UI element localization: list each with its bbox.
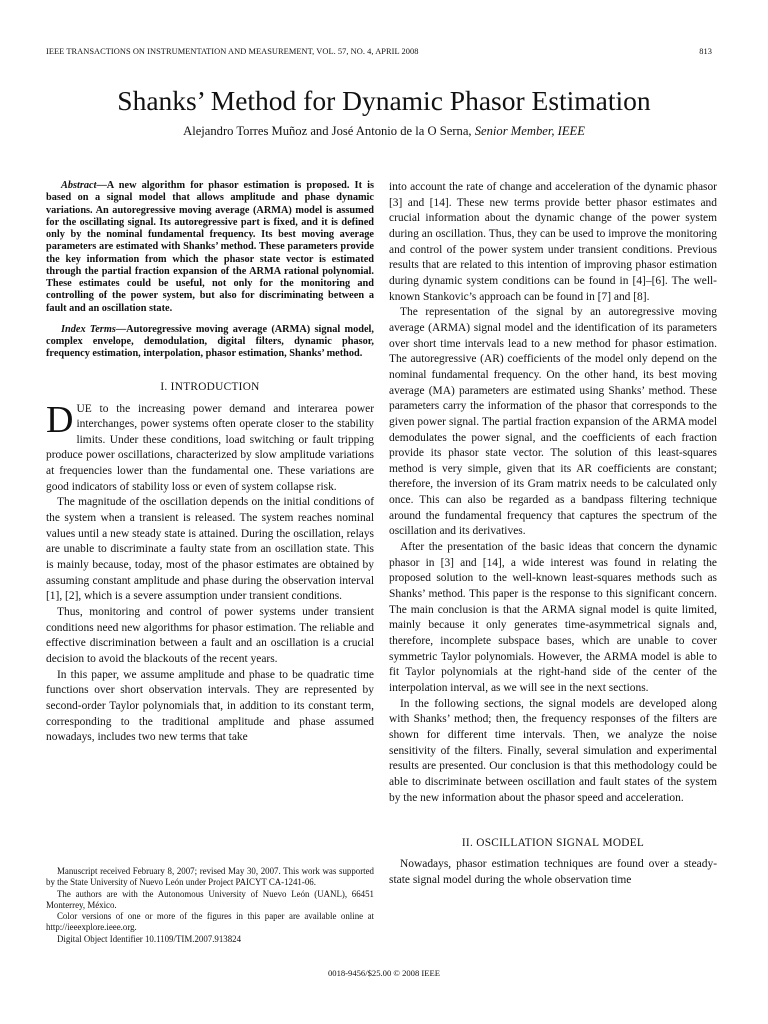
intro-paragraph-8: In the following sections, the signal models are developed along with Shanks’ method; then, the frequency responses of the filters are shown for different time intervals. Then, we analyze the noise sensitivity of the filters. Finally, several simulation and experimental results are presented. Our conclusion is that this methodology could be able to discriminate between oscillation and fault states of the system by the new information about the phasor speed and acceleration. xyxy=(389,697,717,804)
intro-paragraph-3: Thus, monitoring and control of power systems under transient conditions need new algorithms for phasor estimation. The reliable and effective discrimination between a fault and an oscillation is a crucial decision to avoid the blackouts of the recent years. xyxy=(46,606,374,665)
footnotes xyxy=(46,866,374,945)
index-terms-text: —Autoregressive moving average (ARMA) signal model, complex envelope, demodulation, digital filters, dynamic phasor, frequency estimation, interpolation, phasor estimation, Shanks’ method. xyxy=(46,323,374,360)
intro-paragraph-5: into account the rate of change and acceleration of the dynamic phasor [3] and [14]. These new terms provide better phasor estimates and crucial information about the dynamic change of the power system during an oscillation. Thus, they can be used to improve the monitoring and control of the power system under transient conditions. Previous results that are related to this intention of improving phasor estimation during dynamic system conditions can be found in [4]–[6]. The well-known Stankovic’s approach can be found in [7] and [8]. xyxy=(389,181,717,303)
author-membership: Senior Member, IEEE xyxy=(474,124,585,138)
section-heading-oscillation: II. OSCILLATION SIGNAL MODEL xyxy=(461,837,645,850)
running-head xyxy=(46,47,712,59)
author-names: Alejandro Torres Muñoz and José Antonio de la O Serna, xyxy=(183,124,472,138)
footnote-color: Color versions of one or more of the figures in this paper are available online at http://ieeexplore.ieee.org. xyxy=(46,911,374,933)
index-terms xyxy=(46,324,374,361)
footnote-affiliation: The authors are with the Autonomous University of Nuevo León (UANL), 66451 Monterrey, México. xyxy=(46,888,374,910)
intro-paragraph-4: In this paper, we assume amplitude and phase to be quadratic time functions over short observation intervals. They are represented by second-order Taylor polynomials that, in addition to its constant term, corresponding to the traditional amplitude and phase assumed nowadays, includes two new terms that take xyxy=(46,668,374,744)
footnote-doi: Digital Object Identifier 10.1109/TIM.2007.913824 xyxy=(57,933,242,944)
left-column xyxy=(46,180,374,746)
section2-paragraph-1: Nowadays, phasor estimation techniques are found over a steady-state signal model during the whole observation time xyxy=(389,858,717,886)
abstract-text: —A new algorithm for phasor estimation is proposed. It is based on a signal model that allows amplitude and phase dynamic variations. An autoregressive moving average (ARMA) model is assumed for the oscillating signal. Its autoregressive part is fixed, and it is defined only by the nominal fundamental frequency. Its best moving average parameters are estimated with Shanks’ method. These parameters provide the key information from which the phasor state vector is estimated through the partial fraction expansion of the ARMA rational polynomial. These estimates could be useful, not only for the monitoring and controlling of the power system, but also for discriminating between a fault and an oscillation state. xyxy=(46,180,374,314)
footnote-manuscript: Manuscript received February 8, 2007; revised May 30, 2007. This work was supported by the State University of Nuevo León under Project PAICYT CA-1241-06. xyxy=(46,866,374,888)
journal-header: IEEE TRANSACTIONS ON INSTRUMENTATION AND MEASUREMENT, VOL. 57, NO. 4, APRIL 2008 xyxy=(46,47,419,56)
copyright-line: 0018-9456/$25.00 © 2008 IEEE xyxy=(327,968,441,978)
abstract-lead: Abstract xyxy=(61,180,97,191)
right-column xyxy=(389,180,717,889)
abstract xyxy=(46,180,374,315)
paper-title: Shanks’ Method for Dynamic Phasor Estimation xyxy=(117,85,651,116)
intro-paragraph-1: DUE to the increasing power demand and interarea power interchanges, power systems often operate closer to the stability limits. Under these conditions, load switching or fault tripping produce power oscillations, characterized by slow amplitude variations at frequencies lower than the fundamental one. These variations are good indicators of stability loss or even of system collapse risk. xyxy=(46,398,374,493)
intro-paragraph-7: After the presentation of the basic ideas that concern the dynamic phasor in [3] and [14], a wide interest was found in relating the proposed solution to the well-known least-squares methods such as Shanks’ method. This paper is the response to this significant concern. The main conclusion is that the ARMA signal model is quite limited, mainly because it only generates time-asymmetrical signals and, therefore, incomplete subspace bases, which are unable to cover symmetric Taylor polynomials. However, the ARMA model is able to fit Taylor polynomials at the right-hand side of the center of the interpolation interval, as we will see in the next sections. xyxy=(389,541,717,694)
index-terms-lead: Index Terms xyxy=(61,323,116,335)
intro-paragraph-2: The magnitude of the oscillation depends on the initial conditions of the system when a transient is released. The system reaches nominal values until a new steady state is attained. During the oscillation, relays are unable to discriminate a faulty state from an oscillation state. This is mainly because, today, most of the phasor estimates are obtained by assuming constant amplitude and phase during the observation interval [1], [2], which is a severe assumption under transient conditions. xyxy=(46,496,374,603)
intro-paragraph-6: The representation of the signal by an autoregressive moving average (ARMA) signal model and the identification of its parameters over short time intervals lead to a new method for phasor estimation. The autoregressive (AR) coefficients of the model only depend on the nominal fundamental frequency. On the other hand, its best moving average (MA) parameters are estimated using Shanks’ method. These parameters carry the information of the phasor that corresponds to the given power signal. The partial fraction expansion of the ARMA model demodulates the power signal, and the coefficients of each fraction provide its phasor state vector. The solution of this least-squares method is very simple, given that its AR coefficients are constant; therefore, the inversion of its Gram matrix needs to be calculated only once. This can also be regarded as a bandpass filtering technique around the fundamental frequency that captures the spectrum of the oscillation and its derivatives. xyxy=(389,306,717,538)
page-number: 813 xyxy=(699,47,712,56)
section-heading-introduction: I. INTRODUCTION xyxy=(160,380,260,393)
drop-cap: D xyxy=(46,398,74,441)
author-line xyxy=(0,123,768,139)
